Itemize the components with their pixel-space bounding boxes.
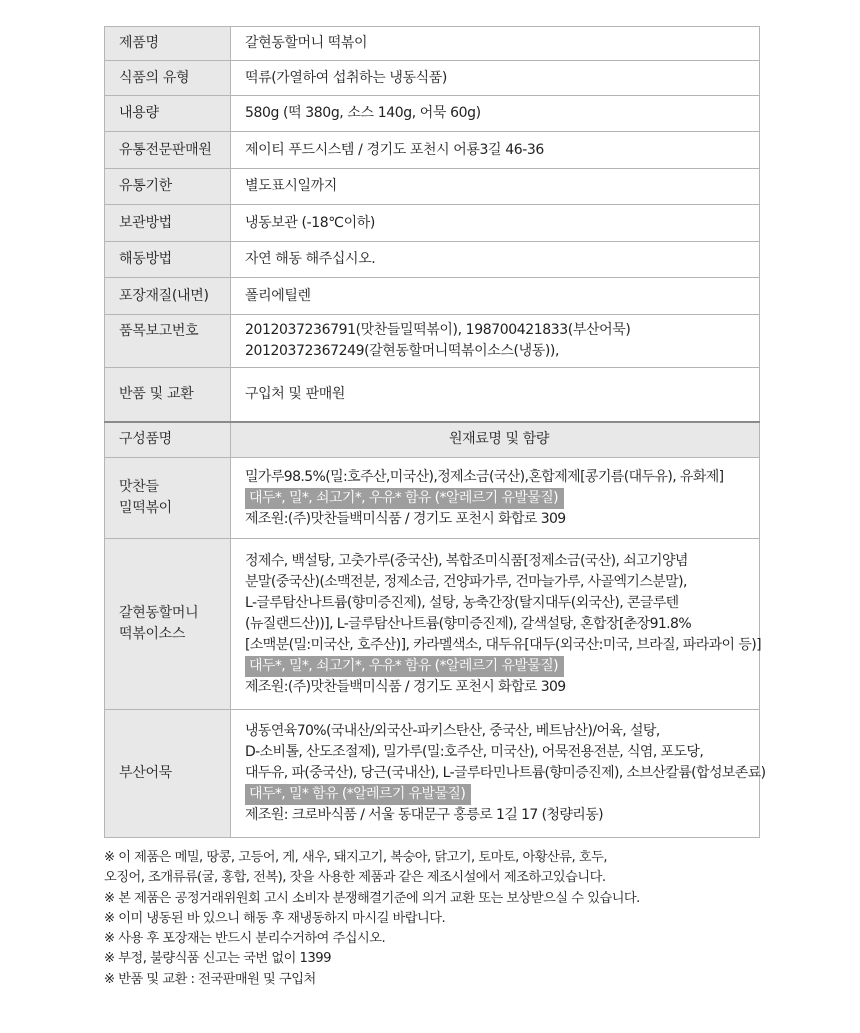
component-name-line: 떡볶이소스 <box>119 626 186 642</box>
label-return-exchange: 반품 및 교환 <box>105 368 231 422</box>
allergen-badge: 대두*, 밀*, 쇠고기*, 우유* 함유 (*알레르기 유발물질) <box>245 656 564 677</box>
notice-line: ※ 반품 및 교환 : 전국판매원 및 구입처 <box>104 971 316 987</box>
ingredient-line: [소맥분(밀:미국산, 호주산)], 카라멜색소, 대두유[대두(외국산:미국, 브라질, 파라과이 등)] <box>245 636 761 653</box>
label-expiry: 유통기한 <box>105 169 231 205</box>
row-return-exchange <box>105 368 760 422</box>
value-storage: 냉동보관 (-18℃이하) <box>231 205 760 242</box>
ingredients-sauce <box>231 539 760 710</box>
row-product-name <box>105 27 760 61</box>
ingredient-line: 분말(중국산)(소맥전분, 정제소금, 건양파가루, 건마늘가루, 사골엑기스분말), <box>245 573 687 590</box>
component-row-sauce <box>105 539 760 710</box>
label-distributor: 유통전문판매원 <box>105 132 231 169</box>
notice-line: ※ 본 제품은 공정거래위원회 고시 소비자 분쟁해결기준에 의거 교환 또는 보상받으실 수 있습니다. <box>104 890 640 906</box>
value-product-name: 갈현동할머니 떡볶이 <box>231 27 760 61</box>
row-report-number <box>105 315 760 368</box>
value-food-type: 떡류(가열하여 섭취하는 냉동식품) <box>231 61 760 96</box>
component-name-line: 갈현동할머니 <box>119 605 199 621</box>
label-thawing: 해동방법 <box>105 242 231 278</box>
row-net-content <box>105 96 760 132</box>
ingredients-rice-cake <box>231 458 760 539</box>
value-net-content: 580g (떡 380g, 소스 140g, 어묵 60g) <box>231 96 760 132</box>
product-info-sheet <box>104 26 766 838</box>
product-info-table <box>104 26 766 838</box>
label-net-content: 내용량 <box>105 96 231 132</box>
value-expiry: 별도표시일까지 <box>231 169 760 205</box>
manufacturer-line: 제조원: 크로바식품 / 서울 동대문구 홍릉로 1길 17 (청량리동) <box>245 807 604 823</box>
component-name-sauce <box>105 539 231 710</box>
value-thawing: 자연 해동 해주십시오. <box>231 242 760 278</box>
row-food-type <box>105 61 760 96</box>
composition-header-row <box>105 422 760 458</box>
notice-line: ※ 이미 냉동된 바 있으니 해동 후 재냉동하지 마시길 바랍니다. <box>104 910 446 926</box>
ingredient-line: 정제수, 백설탕, 고춧가루(중국산), 복합조미식품[정제소금(국산), 쇠고기양념 <box>245 552 688 569</box>
component-row-fish-cake <box>105 710 760 838</box>
label-packaging: 포장재질(내면) <box>105 278 231 315</box>
ingredient-line: (뉴질랜드산))], L-글루탐산나트륨(향미증진제), 갈색설탕, 혼합장[춘장91.8% <box>245 615 692 632</box>
row-packaging <box>105 278 760 315</box>
value-report-number <box>231 315 760 368</box>
row-thawing <box>105 242 760 278</box>
value-distributor: 제이티 푸드시스템 / 경기도 포천시 어룡3길 46-36 <box>231 132 760 169</box>
notice-line: ※ 부정, 불량식품 신고는 국번 없이 1399 <box>104 951 332 967</box>
header-ingredients: 원재료명 및 함량 <box>231 422 760 458</box>
report-number-line-2: 20120372367249(갈현동할머니떡볶이소스(냉동)), <box>245 343 560 359</box>
ingredient-line: 대두유, 파(중국산), 당근(국내산), L-글루타민나트륨(향미증진제), 소브산칼륨(합성보존료) <box>245 765 766 781</box>
label-product-name: 제품명 <box>105 27 231 61</box>
ingredient-line: 냉동연육70%(국내산/외국산-파키스탄산, 중국산, 베트남산)/어육, 설탕, <box>245 723 660 739</box>
value-return-exchange: 구입처 및 판매원 <box>231 368 760 422</box>
ingredient-line: D-소비톨, 산도조절제), 밀가루(밀:호주산, 미국산), 어묵전용전분, 식염, 포도당, <box>245 744 704 760</box>
report-number-line-1: 2012037236791(맛찬들밀떡볶이), 198700421833(부산어묵) <box>245 322 631 338</box>
row-expiry <box>105 169 760 205</box>
manufacturer-line: 제조원:(주)맛찬들백미식품 / 경기도 포천시 화합로 309 <box>245 510 566 527</box>
allergen-badge: 대두*, 밀* 함유 (*알레르기 유발물질) <box>245 784 471 805</box>
component-name-line: 맛찬들 <box>119 479 159 495</box>
component-name-rice-cake <box>105 458 231 539</box>
manufacturer-line: 제조원:(주)맛찬들백미식품 / 경기도 포천시 화합로 309 <box>245 678 566 695</box>
component-name-line: 부산어묵 <box>119 765 172 781</box>
ingredients-fish-cake <box>231 710 766 838</box>
row-distributor <box>105 132 760 169</box>
label-report-number: 품목보고번호 <box>105 315 231 368</box>
allergen-badge: 대두*, 밀*, 쇠고기*, 우유* 함유 (*알레르기 유발물질) <box>245 488 564 509</box>
label-food-type: 식품의 유형 <box>105 61 231 96</box>
component-name-line: 밀떡볶이 <box>119 500 172 516</box>
row-storage <box>105 205 760 242</box>
notice-line: 오징어, 조개류류(굴, 홍합, 전복), 잣을 사용한 제품과 같은 제조시설에서 제조하고있습니다. <box>104 870 606 886</box>
ingredient-line: 밀가루98.5%(밀:호주산,미국산),정제소금(국산),혼합제제[콩기름(대두유), 유화제] <box>245 468 724 485</box>
label-storage: 보관방법 <box>105 205 231 242</box>
component-row-rice-cake <box>105 458 760 539</box>
value-packaging: 폴리에틸렌 <box>231 278 760 315</box>
component-name-fish-cake <box>105 710 231 838</box>
notice-line: ※ 사용 후 포장재는 반드시 분리수거하여 주십시오. <box>104 931 386 947</box>
notice-line: ※ 이 제품은 메밀, 땅콩, 고등어, 게, 새우, 돼지고기, 복숭아, 닭고기, 토마토, 아황산류, 호두, <box>104 850 608 865</box>
notice-section <box>104 848 804 990</box>
ingredient-line: L-글루탐산나트륨(향미증진제), 설탕, 농축간장(탈지대두(외국산), 콘글루텐 <box>245 594 679 611</box>
header-component-name: 구성품명 <box>105 422 231 458</box>
